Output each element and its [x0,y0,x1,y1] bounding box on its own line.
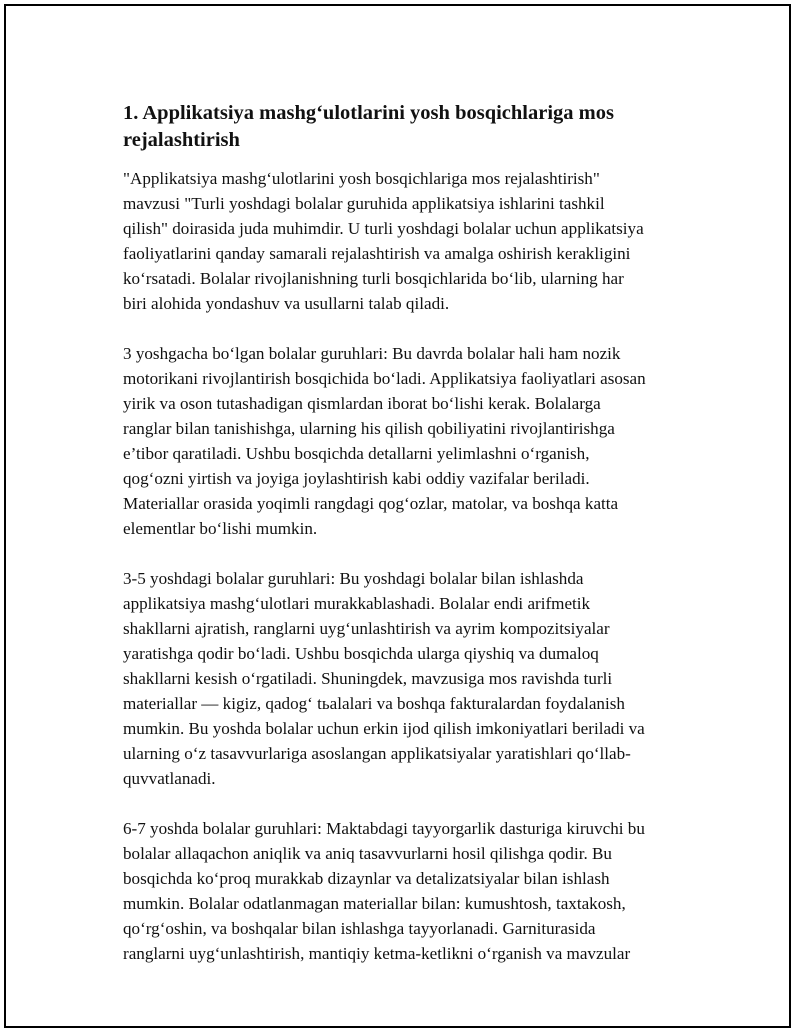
section-heading: 1. Applikatsiya mashg‘ulotlarini yosh bosqichlariga mos rejalashtirish [123,102,614,151]
paragraph-intro: "Applikatsiya mashg‘ulotlarini yosh bosqichlariga mos rejalashtirish" mavzusi "Turli yoshdagi bolalar guruhida applikatsiya ishlarini tashkil qilish" doirasida juda muhimdir. U turli yoshdagi bolalar uchun applikatsiya faoliyatlarini qanday samarali rejalashtirish va amalga oshirish kerakligini ko‘rsatadi. Bolalar rivojlanishning turli bosqichlarida bo‘lib, ularning har biri alohida yondashuv va usullarni talab qiladi. [123,169,644,313]
paragraph-age-3-5: 3-5 yoshdagi bolalar guruhlari: Bu yoshdagi bolalar bilan ishlashda applikatsiya mashg‘ulotlari murakkablashadi. Bolalar endi arifmetik shakllarni ajratish, ranglarni uyg‘unlashtirish va ayrim kompozitsiyalar yaratishga qodir bo‘ladi. Ushbu bosqichda ularga qiyshiq va dumaloq shakllarni kesish o‘rgatiladi. Shuningdek, mavzusiga mos ravishda turli materiallar — kigiz, qadog‘ tьalalari va boshqa fakturalardan foydalanish mumkin. Bu yoshda bolalar uchun erkin ijod qilish imkoniyatlari beriladi va ularning o‘z tasavvurlariga asoslangan applikatsiyalar yaratishlari qo‘llab- quvvatlanadi. [123,569,645,788]
page-frame [4,4,791,1028]
paragraph-age-under-3: 3 yoshgacha bo‘lgan bolalar guruhlari: Bu davrda bolalar hali ham nozik motorikani rivojlantirish bosqichida bo‘ladi. Applikatsiya faoliyatlari asosan yirik va oson tutashadigan qismlardan iborat bo‘lishi kerak. Bolalarga ranglar bilan tanishishga, ularning his qilish qobiliyatini rivojlantirishga e’tibor qaratiladi. Ushbu bosqichda detallarni yelimlashni o‘rganish, qog‘ozni yirtish va joyiga joylashtirish kabi oddiy vazifalar beriladi. Materiallar orasida yoqimli rangdagi qog‘ozlar, matolar, va boshqa katta elementlar bo‘lishi mumkin. [123,344,646,538]
paragraph-age-6-7: 6-7 yoshda bolalar guruhlari: Maktabdagi tayyorgarlik dasturiga kiruvchi bu bolalar allaqachon aniqlik va aniq tasavvurlarni hosil qilishga qodir. Bu bosqichda ko‘proq murakkab dizaynlar va detalizatsiyalar bilan ishlash mumkin. Bolalar odatlanmagan materiallar bilan: kumushtosh, taxtakosh, qo‘rg‘oshin, va boshqalar bilan ishlashga tayyorlanadi. Garniturasida ranglarni uyg‘unlashtirish, mantiqiy ketma-ketlikni o‘rganish va mavzular [123,819,645,963]
document-body [123,100,689,991]
